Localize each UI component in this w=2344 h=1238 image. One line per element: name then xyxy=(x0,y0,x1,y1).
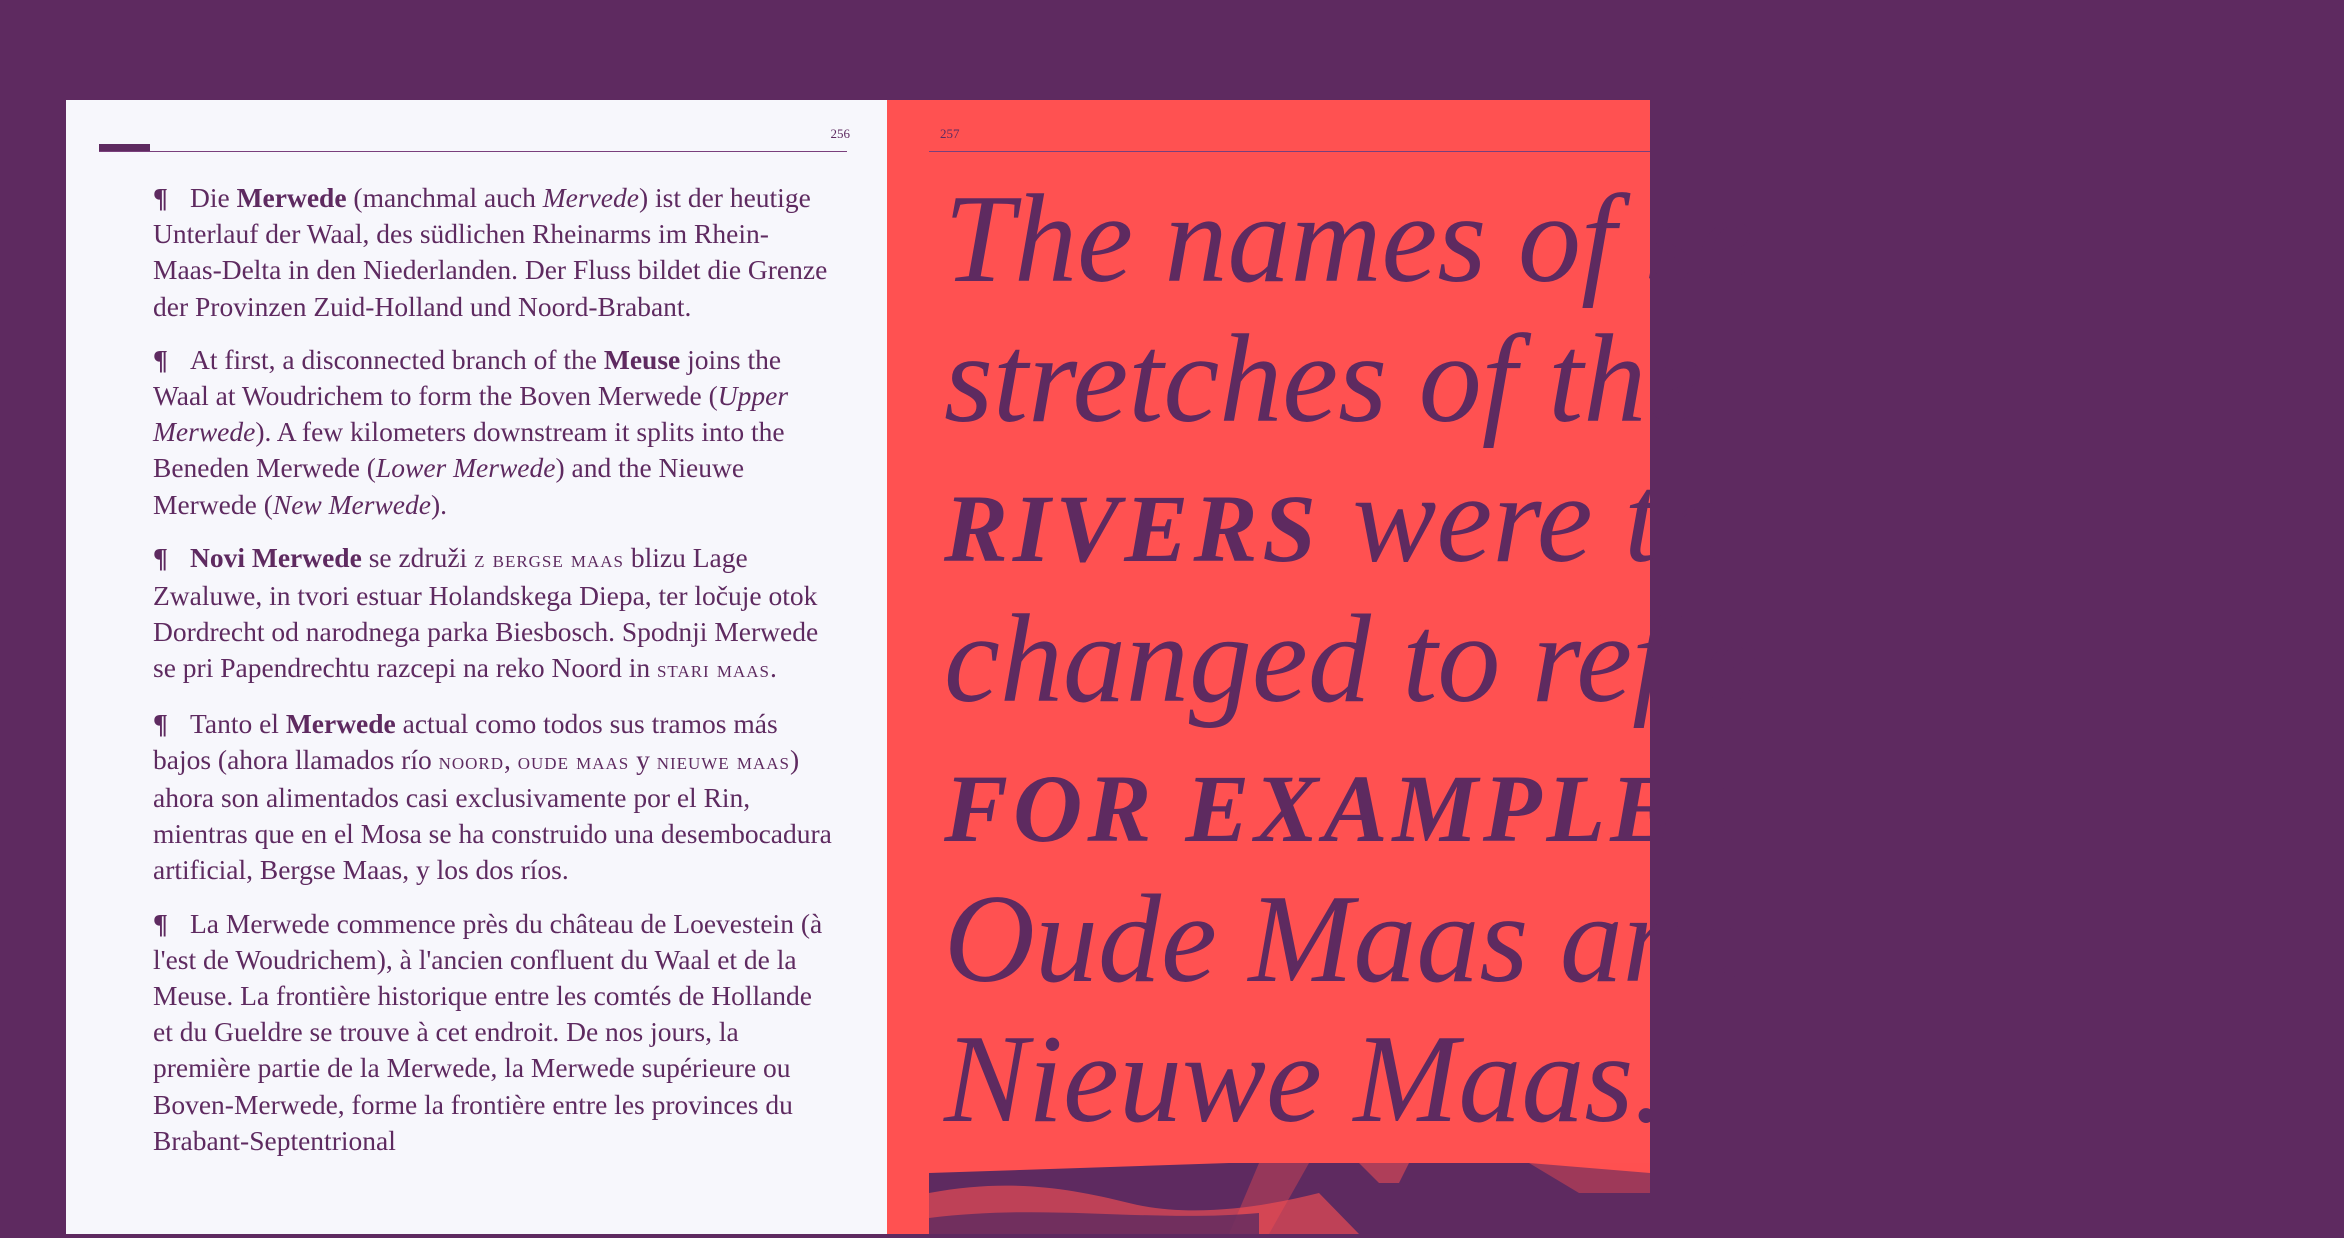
text-run: Mervede xyxy=(542,182,639,213)
text-run: Merwede xyxy=(285,707,396,739)
texture-image xyxy=(929,1163,1650,1234)
paragraph xyxy=(153,906,833,1159)
pilcrow-icon: ¶ xyxy=(153,907,168,939)
text-run: Tanto el xyxy=(190,707,286,739)
text-run: ). A few kilometers downstream it splits into the Beneden Merwede ( xyxy=(153,416,785,484)
text-run: oude maas xyxy=(517,747,630,775)
headline-line xyxy=(944,450,2344,590)
headline-line xyxy=(944,730,2344,870)
text-run: nieuwe maas xyxy=(656,747,790,775)
text-run: ). xyxy=(430,488,448,520)
text-run: At first, a disconnected branch of the xyxy=(190,343,604,375)
headline-caps: RIVERS xyxy=(944,475,1321,582)
header-rule xyxy=(99,151,847,152)
headline-line: Nieuwe Maas. xyxy=(944,1010,1665,1149)
headline-line: changed to refle xyxy=(944,590,1759,729)
headline-line: The names of se xyxy=(944,170,1753,309)
left-page xyxy=(66,100,887,1234)
pilcrow-icon: ¶ xyxy=(153,707,168,739)
text-run: ) and the Nieuwe Merwede ( xyxy=(153,452,745,520)
text-run: Novi Merwede xyxy=(190,541,362,573)
text-run: blizu Lage Zwaluwe, in tvori estuar Holandskega Diepa, ter ločuje otok Dordrecht od narodnega parka Biesbosch. Spodnji Merwede se pri Papendrechtu razcepi na reko Noord in xyxy=(153,541,819,684)
text-run: z bergse maas xyxy=(474,545,624,573)
text-run: , xyxy=(504,743,518,775)
brush-texture-graphic xyxy=(929,1163,1650,1234)
text-run: noord xyxy=(438,747,505,775)
headline-line: stretches of the xyxy=(944,310,1703,449)
headline-caps: FOR EXAMPLE t xyxy=(944,755,1740,862)
text-run: (manchmal auch xyxy=(346,182,543,213)
text-run: Upper Merwede xyxy=(153,380,789,448)
text-run: New Merwede xyxy=(272,488,431,520)
body-text xyxy=(153,180,833,1176)
text-run: Die xyxy=(190,182,237,213)
text-run: se združi xyxy=(361,541,475,573)
paragraph xyxy=(153,342,833,523)
page-number: 256 xyxy=(830,126,850,141)
headline-rest: were th xyxy=(1320,450,1723,589)
text-run: La Merwede commence près du château de Loevestein (à l'est de Woudrichem), à l'ancien confluent du Waal et de la Meuse. La frontière historique entre les comtés de Hollande et du Gueldre se trouve à cet endroit. De nos jours, la première partie de la Merwede, la Merwede supérieure ou Boven-Merwede, forme la frontière entre les provinces du Brabant-Septentrional xyxy=(153,907,823,1156)
text-run: joins the Waal at Woudrichem to form the Boven Merwede ( xyxy=(153,343,782,412)
text-run: stari maas xyxy=(656,656,770,684)
text-run: ) ahora son alimentados casi exclusivamente por el Rin, mientras que en el Mosa se ha construido una desembocadura artificial, Bergse Maas, y los dos ríos. xyxy=(153,743,832,886)
text-run: Lower Merwede xyxy=(375,452,556,484)
headline-quote xyxy=(944,170,2344,1150)
text-run: y xyxy=(629,743,657,775)
page-number: 257 xyxy=(940,126,960,141)
text-run: . xyxy=(769,652,777,684)
paragraph xyxy=(153,706,833,889)
text-run: Merwede xyxy=(236,182,347,213)
headline-line: Oude Maas and xyxy=(944,870,1749,1009)
header-rule xyxy=(929,151,1650,152)
pilcrow-icon: ¶ xyxy=(153,182,168,213)
pilcrow-icon: ¶ xyxy=(153,541,168,573)
paragraph xyxy=(153,180,833,325)
text-run: ) ist der heutige Unterlauf der Waal, des südlichen Rheinarms im Rhein-Maas-Delta in den Niederlanden. Der Fluss bildet die Grenze der Provinzen Zuid-Holland und Noord-Brabant. xyxy=(153,182,828,322)
right-page xyxy=(887,100,1759,1234)
pilcrow-icon: ¶ xyxy=(153,343,168,375)
text-run: Meuse xyxy=(603,343,681,375)
text-run: actual como todos sus tramos más bajos (ahora llamados río xyxy=(153,707,778,775)
paragraph xyxy=(153,540,833,689)
